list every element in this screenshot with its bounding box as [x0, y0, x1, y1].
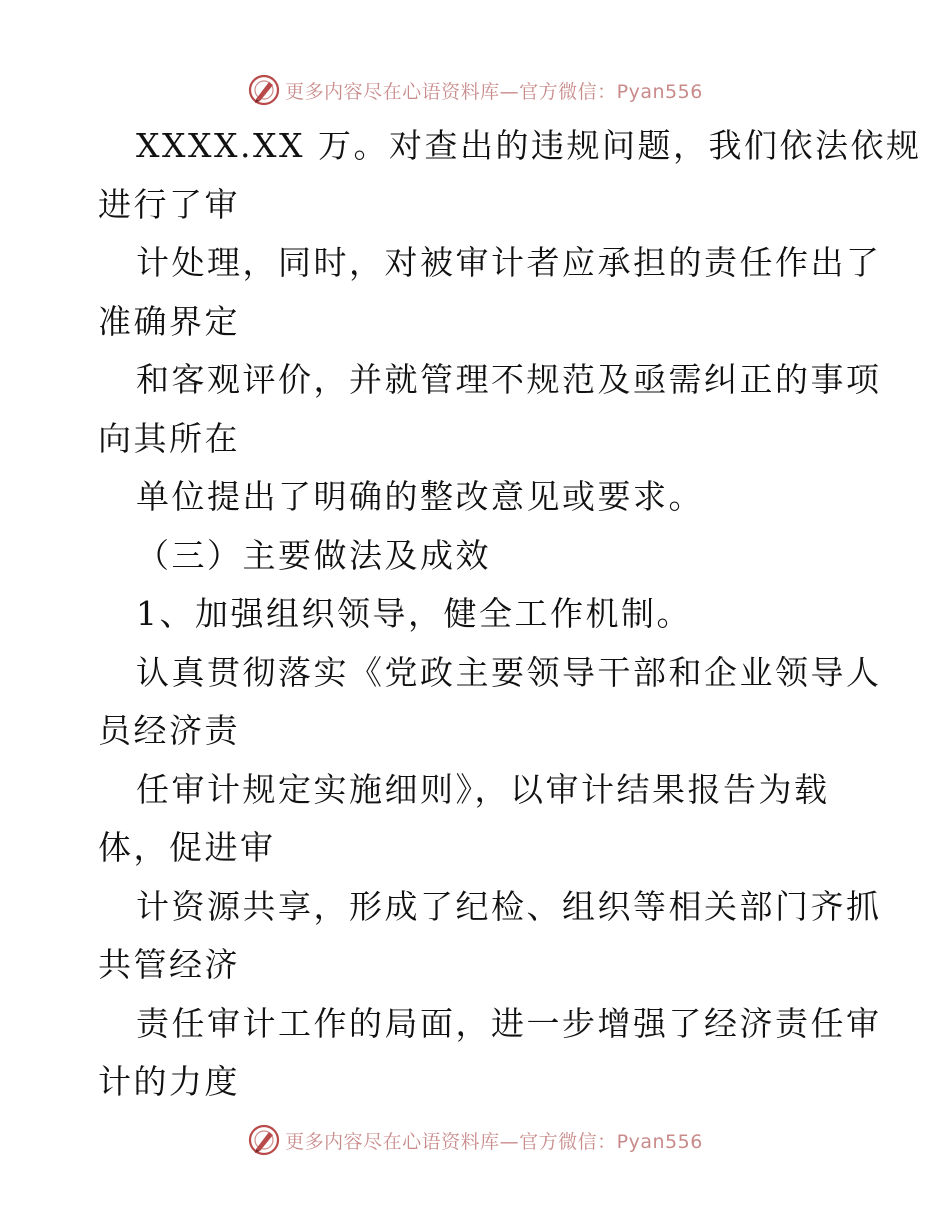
- text-line: 和客观评价，并就管理不规范及亟需纠正的事项: [136, 360, 882, 399]
- text-line: 体，促进审: [98, 828, 276, 867]
- header-banner: [0, 70, 950, 110]
- text-line: 计处理，同时，对被审计者应承担的责任作出了: [136, 243, 882, 282]
- text-line: XXXX.XX 万。对查出的违规问题，我们依法依规: [136, 126, 922, 165]
- text-line: 员经济责: [98, 711, 240, 750]
- text-line: 计资源共享，形成了纪检、组织等相关部门齐抓: [136, 886, 882, 926]
- text-line: 进行了审: [98, 184, 240, 224]
- text-line: 责任审计工作的局面，进一步增强了经济责任审: [136, 1003, 882, 1043]
- banner-text: 更多内容尽在心语资料库—官方微信：Pyan556: [285, 1130, 703, 1153]
- banner-text: 更多内容尽在心语资料库—官方微信：Pyan556: [285, 80, 703, 103]
- text-line: 认真贯彻落实《党政主要领导干部和企业领导人: [136, 652, 882, 692]
- text-line: 任审计规定实施细则》，以审计结果报告为载: [136, 769, 830, 809]
- footer-banner: [0, 1120, 950, 1160]
- text-line: 向其所在: [98, 418, 240, 458]
- text-line: 共管经济: [98, 945, 240, 984]
- text-line: 计的力度: [98, 1062, 240, 1101]
- text-line: 准确界定: [98, 301, 240, 341]
- text-line: 1、加强组织领导，健全工作机制。: [136, 594, 692, 633]
- text-line: （三）主要做法及成效: [136, 535, 491, 575]
- pen-circle-logo-icon: [247, 73, 281, 107]
- pen-circle-logo-icon: [247, 1123, 281, 1157]
- document-body: [98, 117, 922, 1112]
- text-line: 单位提出了明确的整改意见或要求。: [136, 477, 704, 516]
